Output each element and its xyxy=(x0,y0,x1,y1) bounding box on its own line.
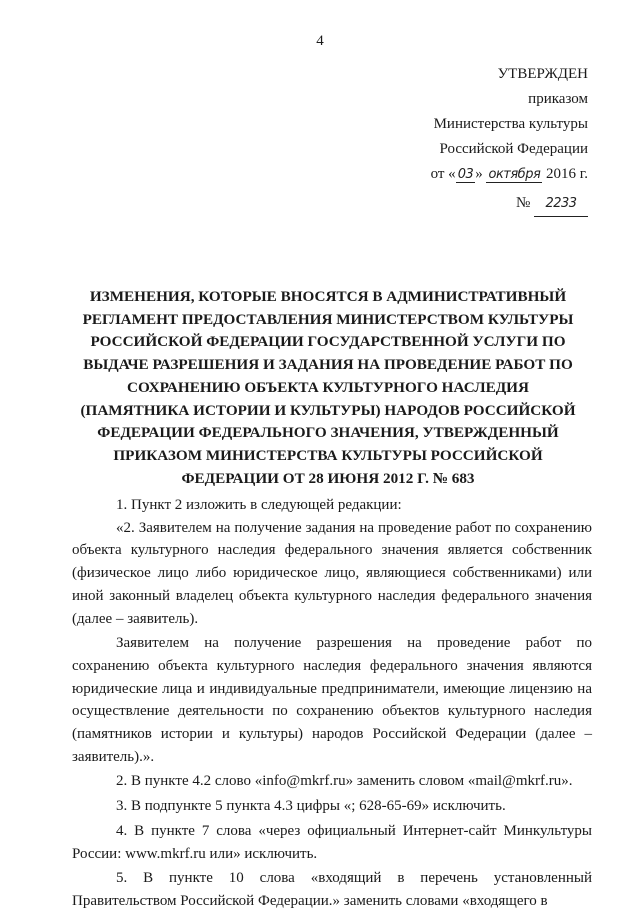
title-line: СОХРАНЕНИЮ ОБЪЕКТА КУЛЬТУРНОГО НАСЛЕДИЯ xyxy=(127,378,529,396)
approval-heading: УТВЕРЖДЕН xyxy=(497,66,588,82)
title-line: ПРИКАЗОМ МИНИСТЕРСТВА КУЛЬТУРЫ РОССИЙСКОЙ xyxy=(113,446,543,464)
page-number: 4 xyxy=(316,33,324,49)
approval-block xyxy=(431,62,588,217)
paragraph-applicant-permit: Заявителем на получение разрешения на проведение работ по сохранению объекта культурного наследия федерального значения являются юридические лица и индивидуальные предприниматели, имеющие лицензию на осуществление деятельности по сохранению объектов культурного наследия (памятников истории и культуры) народов Российской Федерации (далее – заявитель).». xyxy=(72,635,592,765)
date-month-handwritten: октября xyxy=(488,167,541,182)
approval-date xyxy=(431,162,588,187)
title-line: ИЗМЕНЕНИЯ, КОТОРЫЕ ВНОСЯТСЯ В АДМИНИСТРАТИВНЫЙ xyxy=(89,288,567,305)
paragraph-item-3: 3. В подпункте 5 пункта 4.3 цифры «; 628-65-69» исключить. xyxy=(116,798,506,815)
document-title xyxy=(72,286,584,490)
title-line: РЕГЛАМЕНТ ПРЕДОСТАВЛЕНИЯ МИНИСТЕРСТВОМ КУЛЬТУРЫ xyxy=(82,310,574,328)
paragraph-item-2: 2. В пункте 4.2 слово «info@mkrf.ru» заменить словом «mail@mkrf.ru». xyxy=(116,773,573,790)
title-line: ФЕДЕРАЦИИ ОТ 28 ИЮНЯ 2012 Г. № 683 xyxy=(181,469,475,487)
paragraph-item-5: 5. В пункте 10 слова «входящий в перечень установленный Правительством Российской Федерации.» заменить словами «входящего в xyxy=(72,870,592,909)
number-handwritten: 2233 xyxy=(534,191,588,217)
title-line: (ПАМЯТНИКА ИСТОРИИ И КУЛЬТУРЫ) НАРОДОВ РОССИЙСКОЙ xyxy=(80,401,576,419)
approval-country: Российской Федерации xyxy=(439,141,588,157)
approval-number xyxy=(431,191,588,217)
approval-ministry: Министерства культуры xyxy=(433,116,588,132)
document-body xyxy=(72,494,592,913)
date-year: 2016 г. xyxy=(546,166,588,182)
date-prefix: от « xyxy=(430,166,456,182)
title-line: ВЫДАЧЕ РАЗРЕШЕНИЯ И ЗАДАНИЯ НА ПРОВЕДЕНИЕ РАБОТ ПО xyxy=(83,356,573,374)
date-day-handwritten: 03 xyxy=(457,167,474,182)
paragraph-quoted-clause-2: «2. Заявителем на получение задания на проведение работ по сохранению объекта культурного наследия федерального значения является собственник (физическое лицо либо юридическое лицо, являющиеся собственниками) или иной законный владелец объекта культурного наследия федерального значения (далее – заявитель). xyxy=(72,519,592,627)
title-line: ФЕДЕРАЦИИ ФЕДЕРАЛЬНОГО ЗНАЧЕНИЯ, УТВЕРЖДЕННЫЙ xyxy=(97,424,559,442)
paragraph-item-4: 4. В пункте 7 слова «через официальный Интернет-сайт Минкультуры России: www.mkrf.ru или» исключить. xyxy=(72,822,592,862)
title-line: РОССИЙСКОЙ ФЕДЕРАЦИИ ГОСУДАРСТВЕННОЙ УСЛУГИ ПО xyxy=(90,333,566,351)
paragraph-item-1: 1. Пункт 2 изложить в следующей редакции: xyxy=(116,497,402,513)
date-quote-close: » xyxy=(475,166,483,182)
approval-order-label: приказом xyxy=(528,91,588,107)
number-prefix: № xyxy=(515,195,531,211)
